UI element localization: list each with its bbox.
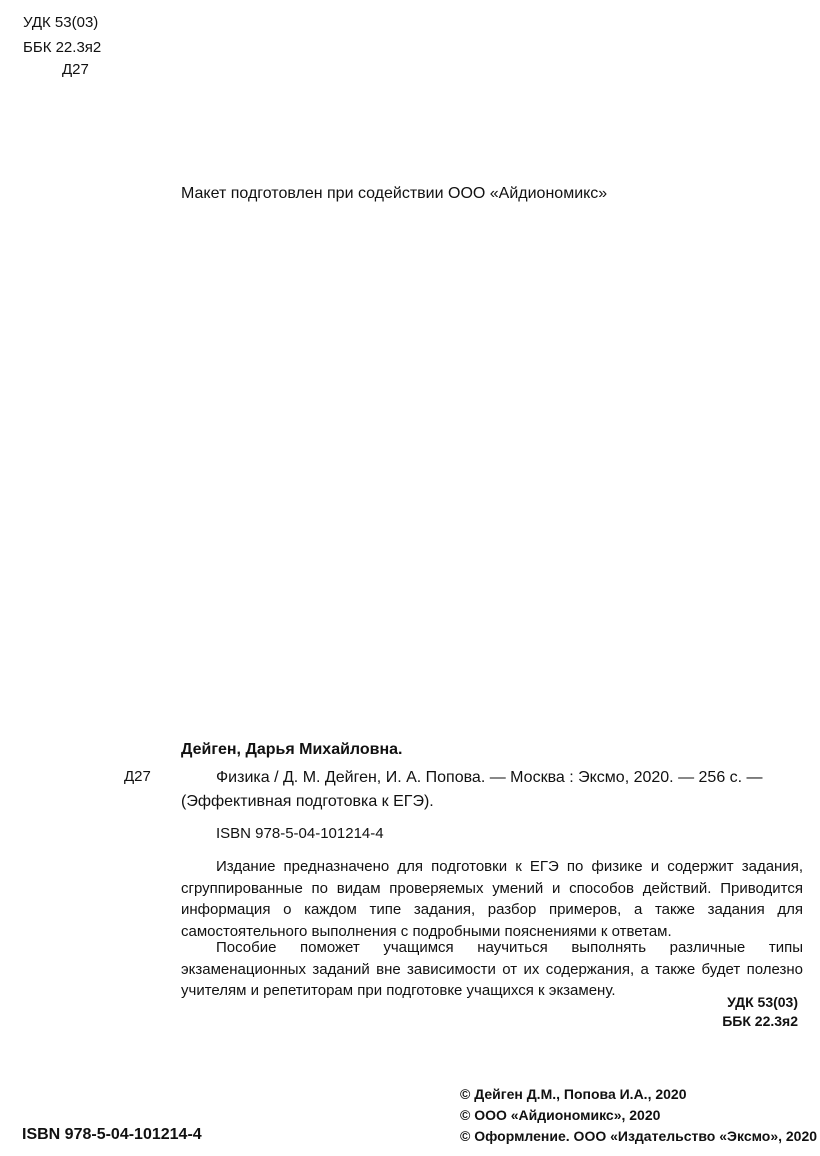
classification-udk: УДК 53(03) — [727, 994, 798, 1010]
udk-code: УДК 53(03) — [23, 14, 99, 31]
bibliographic-description-line-1: Физика / Д. М. Дейген, И. А. Попова. — Москва : Эксмо, 2020. — 256 с. — — [216, 769, 763, 786]
isbn-line: ISBN 978-5-04-101214-4 — [216, 825, 384, 842]
author-heading: Дейген, Дарья Михайловна. — [181, 741, 403, 758]
copyright-aidionomiks: © ООО «Айдиономикс», 2020 — [460, 1107, 661, 1123]
annotation-paragraph-1: Издание предназначено для подготовки к ЕГЭ по физике и содержит задания, сгруппированные по видам проверяемых умений и способов действий. Приводится информация о каждом типе задания, разбор примеров, а также задания для самостоятельного выполнения с подробными пояснениями к ответам. — [181, 858, 803, 940]
copyright-authors: © Дейген Д.М., Попова И.А., 2020 — [460, 1086, 687, 1102]
annotation-paragraph-2: Пособие поможет учащимся научиться выполнять различные типы экзаменационных заданий вне зависимости от их содержания, а также будет полезно учителям и репетиторам при подготовке учащихся к экзамену. — [181, 939, 803, 999]
side-author-mark: Д27 — [124, 768, 151, 785]
bottom-isbn: ISBN 978-5-04-101214-4 — [22, 1126, 202, 1143]
classification-bbk: ББК 22.3я2 — [722, 1013, 798, 1029]
author-mark: Д27 — [62, 61, 89, 78]
copyright-design: © Оформление. ООО «Издательство «Эксмо», 2020 — [460, 1128, 818, 1144]
bibliographic-description-line-2: (Эффективная подготовка к ЕГЭ). — [181, 793, 434, 810]
bbk-code: ББК 22.3я2 — [23, 39, 102, 56]
credit-line: Макет подготовлен при содействии ООО «Айдиономикс» — [181, 185, 608, 202]
